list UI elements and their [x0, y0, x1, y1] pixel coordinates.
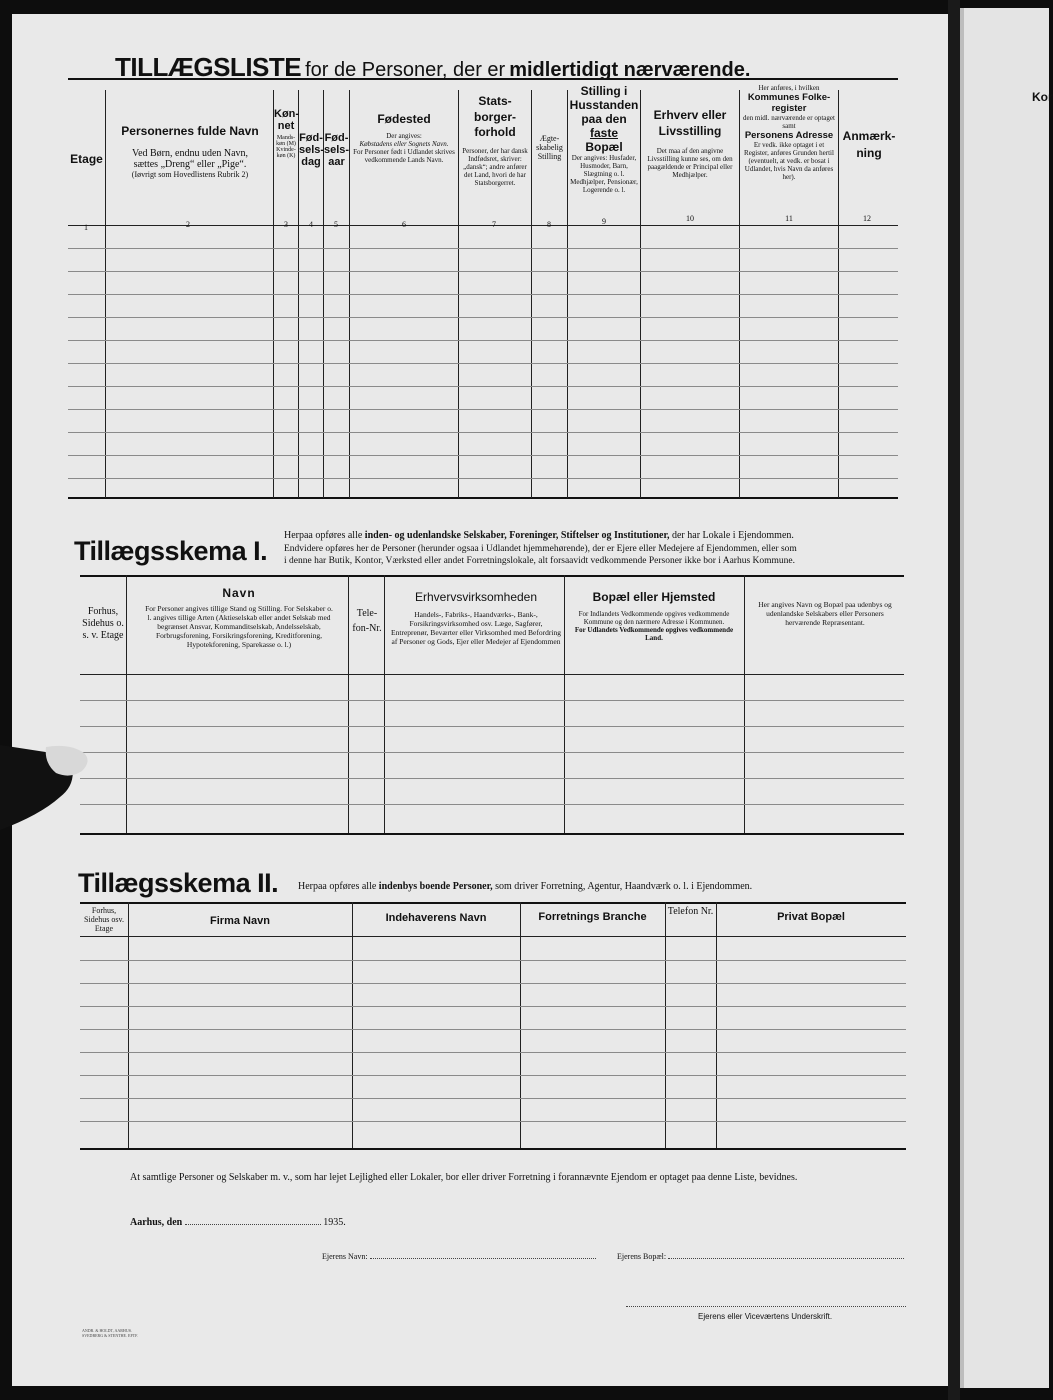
blank-row-line[interactable] [68, 271, 898, 272]
skema2-desc-a: Herpaa opføres alle [298, 881, 377, 892]
skema1-description [284, 529, 904, 568]
col-stilling-title1: Stilling i Husstanden paa den [569, 84, 639, 126]
blank-row-line[interactable] [80, 804, 904, 805]
owner-name-field[interactable] [322, 1252, 596, 1261]
col-fulde-navn-l1: Ved Børn, endnu uden Navn, [131, 148, 249, 159]
owner-address-label: Ejerens Bopæl: [617, 1252, 667, 1261]
form-page [12, 14, 948, 1386]
col-number: 4 [309, 220, 313, 229]
footer-place: Aarhus, den [130, 1217, 183, 1228]
footer-year: 1935. [323, 1217, 346, 1228]
s1-col-navn-title: Navn [222, 586, 256, 600]
s1-col-etage: Forhus, Sidehus o. s. v. Etage [82, 606, 124, 641]
col-folkeregister-t1: Kommunes Folke-register [747, 92, 831, 114]
col-statsborger-title: Stats-borger-forhold [474, 94, 516, 140]
col-number: 3 [284, 220, 288, 229]
blank-row-line[interactable] [80, 1075, 906, 1076]
col-stilling-sub: Der angives: Husfader, Husmoder, Barn, Slægtning o. l. Medhjælper, Pensionær, Logerende o. l. [570, 154, 638, 194]
col-foedested [352, 112, 456, 164]
col-foedested-title: Fødested [377, 112, 431, 126]
s2-col-privat: Privat Bopæl [777, 911, 845, 923]
col-statsborger [461, 94, 529, 187]
blank-row-line[interactable] [68, 363, 898, 364]
s2-col-firma: Firma Navn [210, 915, 270, 927]
col-number: 5 [334, 220, 338, 229]
skema1-title: Tillægsskema I. [74, 536, 268, 566]
col-etage: Etage [70, 152, 103, 166]
col-fulde-navn-l3: (Iøvrigt som Hovedlistens Rubrik 2) [131, 170, 249, 179]
col-folkeregister-l1: Her anføres, i hvilken [758, 84, 820, 92]
blank-row-line[interactable] [80, 1098, 906, 1099]
col-fulde-navn-title: Personernes fulde Navn [121, 124, 259, 138]
col-erhverv-title: Erhverv eller Livsstilling [653, 108, 727, 138]
owner-name-label: Ejerens Navn: [322, 1252, 368, 1261]
col-stilling-title3: Bopæl [585, 140, 623, 154]
s2-col-indehaver: Indehaverens Navn [385, 912, 487, 924]
col-statsborger-sub: Personer, der har dansk Indfødsret, skriver: „dansk“; andre anfører det Land, hvori de har Statsborgerret. [462, 146, 528, 187]
title-rest: for de Personer, der er [305, 59, 506, 81]
s1-col-bopael-title: Bopæl eller Hjemsted [592, 590, 716, 604]
skema2-title: Tillægsskema II. [78, 868, 279, 898]
signature-line[interactable] [626, 1306, 906, 1307]
blank-row-line[interactable] [80, 1006, 906, 1007]
skema2-description [298, 880, 752, 894]
col-number: 10 [686, 214, 694, 223]
blank-row-line[interactable] [68, 386, 898, 387]
col-folkeregister-l2: den midl. nærværende er optaget samt [743, 114, 835, 130]
adjacent-page [960, 8, 1053, 1388]
printer-mark: ANDR. & HOLDT, AARHUS. SVEDBERG & STENTHE. EFTF. [82, 1328, 139, 1339]
col-folkeregister-l3: Er vedk. ikke optaget i et Register, anføres Grunden hertil (eventuelt, at vedk. er bosat i Udlandet, hvis Navn da anføres her). [744, 141, 834, 181]
skema1-desc-c: der har Lokale i Ejendommen. [671, 530, 794, 541]
blank-row-line[interactable] [80, 1052, 906, 1053]
col-konnet [274, 108, 298, 159]
col-foedested-l1: Der angives: [386, 132, 422, 140]
skema1-desc-a: Herpaa opføres alle [284, 530, 363, 541]
col-stilling-title2: faste [589, 126, 618, 140]
book-spine [948, 0, 960, 1400]
signature-label: Ejerens eller Viceværtens Underskrift. [698, 1312, 833, 1321]
adjacent-page-fragment: Kor [1032, 90, 1053, 104]
col-folkeregister [741, 84, 837, 181]
col-number: 1 [84, 223, 88, 232]
blank-row-line[interactable] [68, 317, 898, 318]
s1-col-erhverv-title: Erhvervsvirksomheden [414, 590, 538, 604]
s2-col-telefon: Telefon Nr. [667, 906, 714, 917]
col-number: 11 [785, 214, 793, 223]
s1-col-navn [144, 586, 334, 649]
col-konnet-title: Køn-net [274, 108, 300, 132]
col-number: 7 [492, 220, 496, 229]
skema2-desc-c: som driver Forretning, Agentur, Haandværk o. l. i Ejendommen. [495, 881, 753, 892]
s1-col-repraesentant: Her angives Navn og Bopæl paa udenbys og udenlandske Selskabers eller Personers herværende Repræsentant. [758, 600, 892, 627]
skema1-desc-l2: Endvidere opføres her de Personer (herunder ogsaa i Udlandet hjemmehørende), der er Ejere eller Medejere af Ejendommen, eller som [284, 543, 797, 554]
s2-col-etage: Forhus, Sidehus osv. Etage [84, 906, 124, 933]
skema1-desc-b: inden- og udenlandske Selskaber, Foreninger, Stiftelser og Institutioner, [364, 530, 670, 541]
s1-col-bopael-sub2: For Udlandets Vedkommende opgives vedkommende Land. [574, 626, 734, 642]
col-konnet-sub: Mands-køn (M) Kvinde-køn (K) [276, 135, 296, 159]
blank-row-line[interactable] [68, 409, 898, 410]
col-number: 9 [602, 217, 606, 226]
skema1-desc-l3: i denne har Butik, Kontor, Værksted eller andet Forretningslokale, alt forsaavidt vedkommende Personer ikke bor i Aarhus Kommune. [284, 556, 796, 567]
col-number: 6 [402, 220, 406, 229]
title-emph: midlertidigt nærværende. [509, 59, 751, 81]
col-folkeregister-t2: Personens Adresse [744, 130, 834, 141]
s1-col-telefon: Tele-fon-Nr. [352, 608, 382, 634]
blank-row-line[interactable] [68, 340, 898, 341]
col-number: 12 [863, 214, 871, 223]
blank-row-line[interactable] [68, 455, 898, 456]
owner-address-field[interactable] [617, 1252, 904, 1261]
finger-shadow [0, 745, 90, 830]
col-erhverv-sub: Det maa af den angivne Livsstilling kunne ses, om den paagældende er Principal eller Medhjælper. [647, 147, 733, 180]
col-foedselsdag: Fød-sels-dag [299, 132, 325, 168]
blank-row-line[interactable] [68, 478, 898, 479]
footer-date-line [130, 1217, 346, 1228]
blank-row-line[interactable] [80, 983, 906, 984]
s1-col-erhverv-sub: Handels-, Fabriks-, Haandværks-, Bank-, Forsikringsvirksomhed osv. Læge, Sagfører, Entreprenør, Beværter eller Virksomhed med Befordring af Personer og Gods, Ejer eller Medejer af Ejendommen [391, 610, 561, 646]
col-foedested-l2: Købstadens eller Sognets Navn. [359, 140, 449, 148]
s1-col-bopael [568, 590, 740, 642]
skema2-desc-b: indenbys boende Personer, [378, 881, 493, 892]
col-foedested-l3: For Personer født i Udlandet skrives vedkommende Lands Navn. [353, 148, 455, 164]
col-aegteskabelig: Ægte-skabelig Stilling [536, 134, 563, 161]
col-erhverv [643, 108, 737, 179]
col-stilling [569, 84, 639, 194]
col-foedselsaar: Fød-sels-aar [324, 132, 350, 168]
title-bold: TILLÆGSLISTE [115, 52, 302, 82]
s1-col-bopael-sub1: For Indlandets Vedkommende opgives vedkommende Kommune og den nærmere Adresse i Kommunen. [578, 610, 730, 626]
col-anmaerkning: Anmærk-ning [842, 129, 896, 160]
blank-row-line[interactable] [80, 1029, 906, 1030]
blank-row-line[interactable] [80, 752, 904, 753]
s1-col-navn-sub: For Personer angives tillige Stand og Stilling. For Selskaber o. l. angives tillige Arten (Aktieselskab eller andet Selskab med begrænset Ansvar, Kommanditselskab, Andelsselskab, Forbrugsforening, Forsikringsforening, Kreditforening, Hypotekforening, Sparekasse o. l.) [145, 604, 333, 649]
col-fulde-navn-l2: sættes „Dreng“ eller „Pige“. [133, 159, 247, 170]
footer-statement: At samtlige Personer og Selskaber m. v., som har lejet Lejlighed eller Lokaler, bor eller driver Forretning i forannævnte Ejendom er optaget paa denne Liste, bevidnes. [130, 1172, 798, 1183]
blank-row-line[interactable] [80, 1121, 906, 1122]
blank-row-line[interactable] [68, 248, 898, 249]
blank-row-line[interactable] [68, 432, 898, 433]
blank-row-line[interactable] [68, 294, 898, 295]
col-fulde-navn [108, 124, 272, 179]
blank-row-line[interactable] [80, 960, 906, 961]
s1-col-erhverv [390, 590, 562, 646]
s2-col-branche: Forretnings Branche [538, 911, 647, 923]
blank-row-line[interactable] [80, 778, 904, 779]
col-number: 2 [186, 220, 190, 229]
blank-row-line[interactable] [80, 726, 904, 727]
blank-row-line[interactable] [80, 700, 904, 701]
col-number: 8 [547, 220, 551, 229]
